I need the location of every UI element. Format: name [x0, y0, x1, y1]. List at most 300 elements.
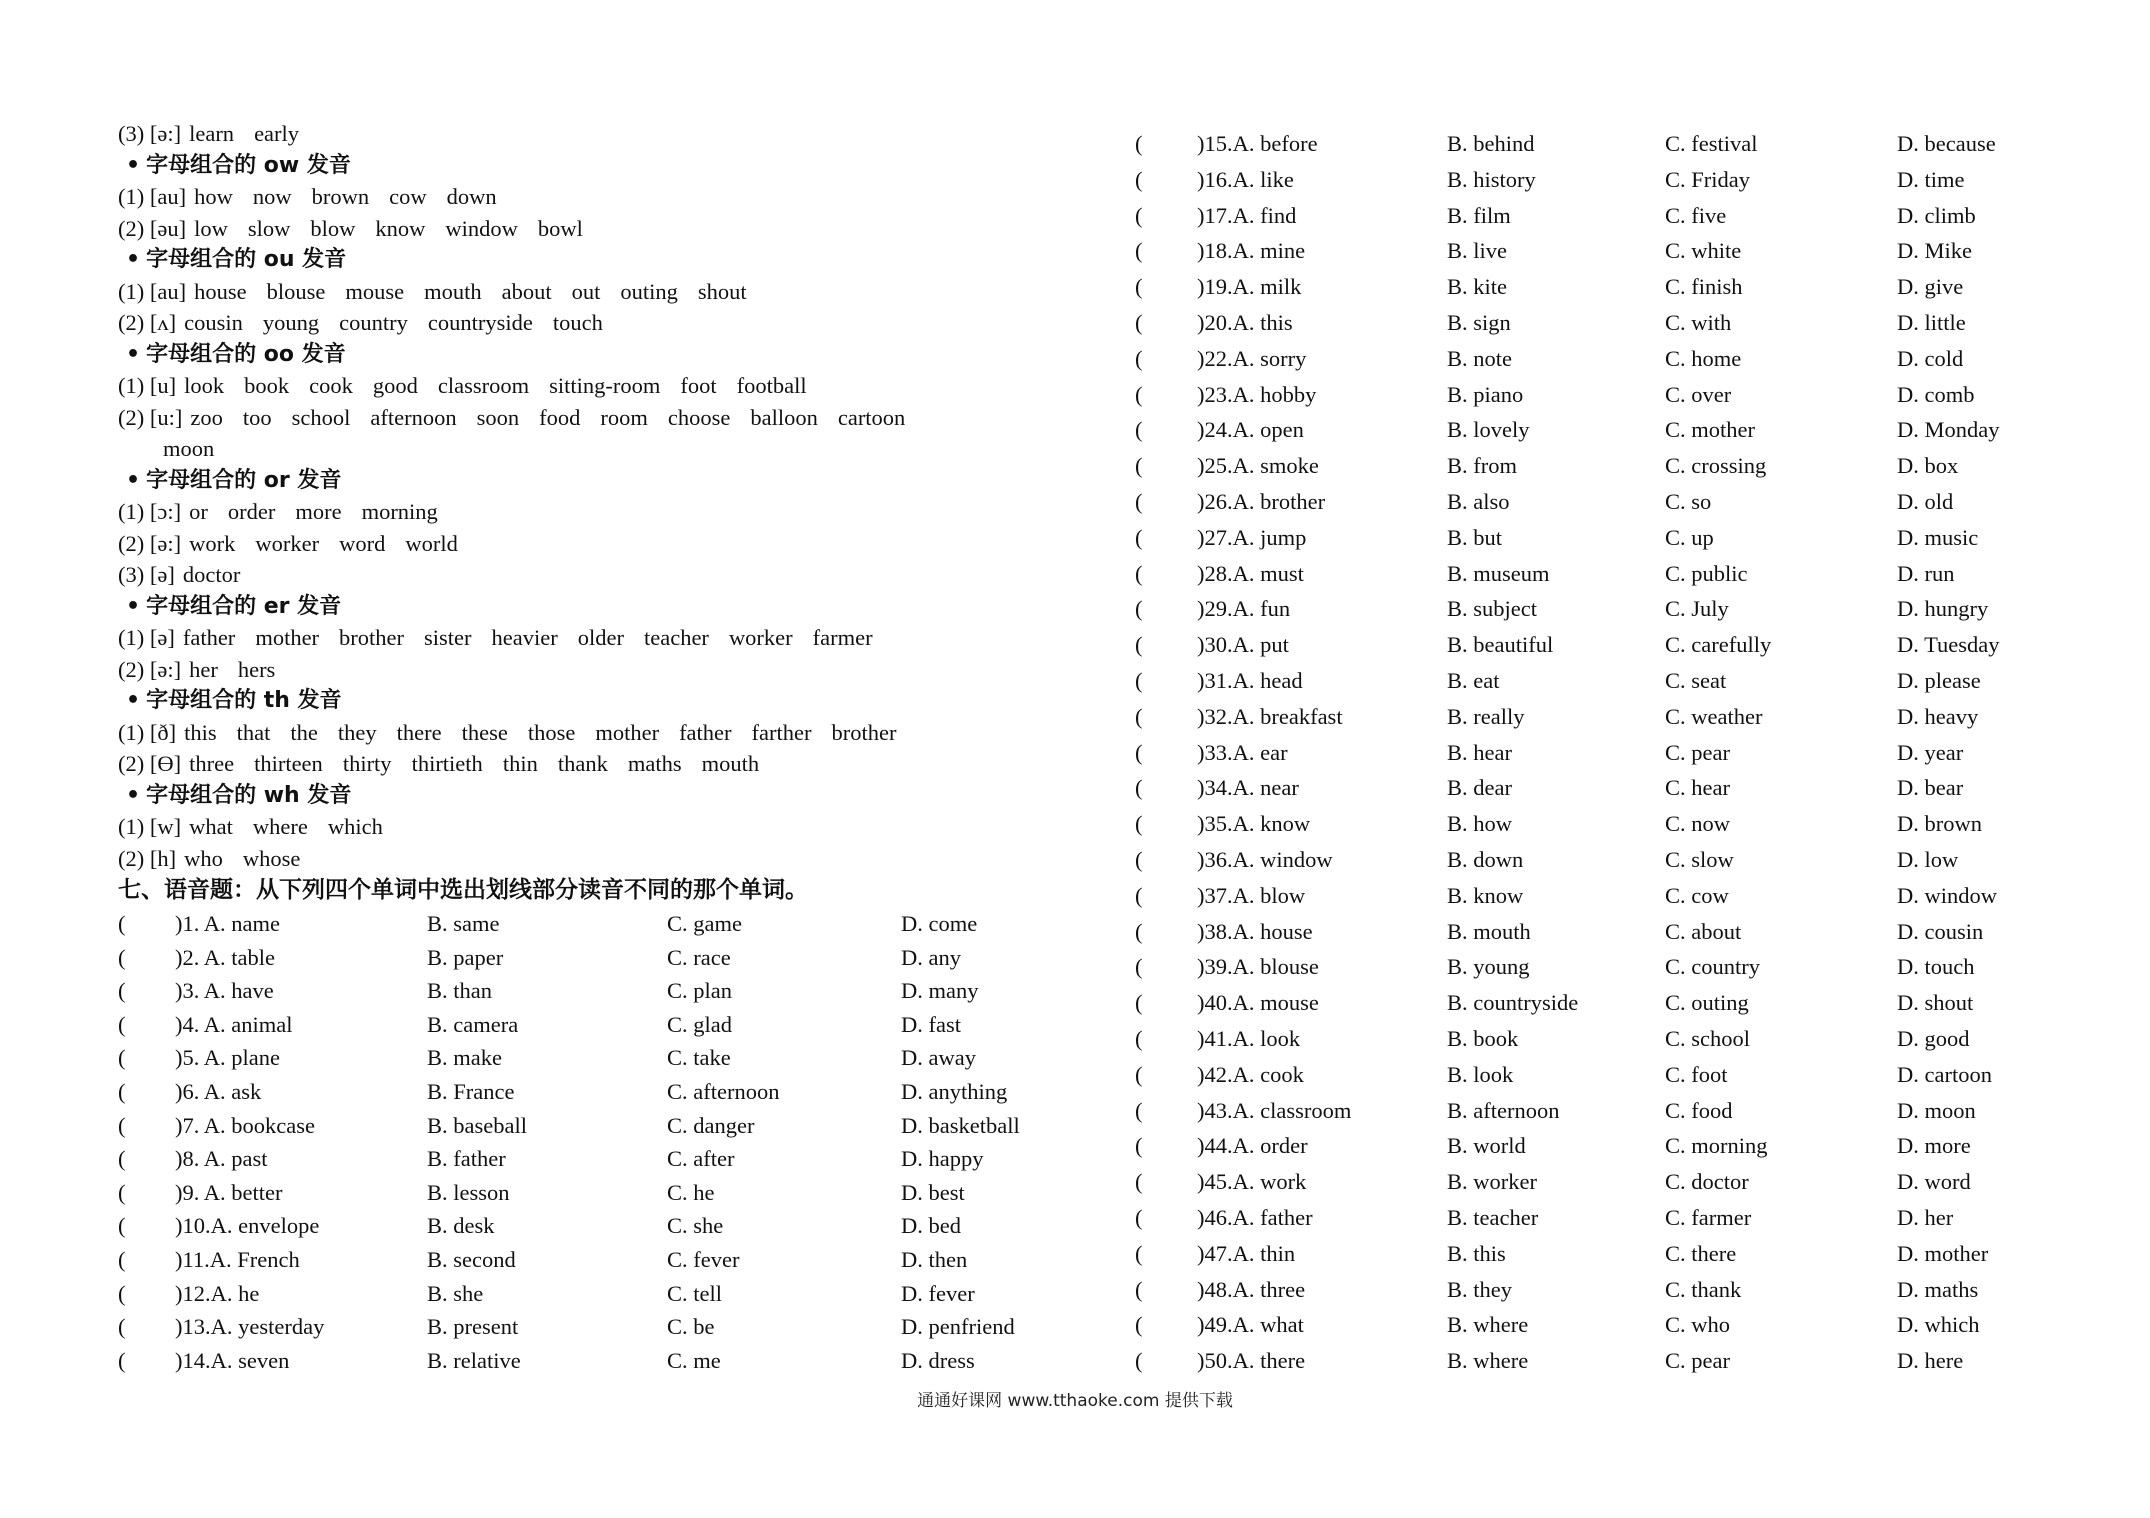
example-word: mother: [595, 719, 660, 745]
example-word: worker: [255, 530, 320, 556]
question-row: [1135, 1272, 2135, 1308]
example-word: touch: [552, 310, 603, 335]
question-row: [118, 1142, 1078, 1176]
option-d: D. mother: [1897, 1240, 1989, 1266]
option-d: D. cold: [1897, 345, 1964, 371]
answer-blank: (: [1135, 811, 1143, 837]
example-word: bowl: [537, 215, 583, 241]
question-row: [1135, 341, 2135, 377]
example-word: slow: [247, 215, 291, 241]
option-c: C. public: [1665, 560, 1748, 586]
option-d: D. which: [1897, 1312, 1980, 1338]
answer-blank: (: [1135, 274, 1143, 300]
example-word: country: [339, 310, 408, 335]
example-word: look: [184, 373, 225, 398]
answer-blank: (: [1135, 166, 1143, 192]
option-b: B. know: [1447, 882, 1524, 908]
example-word: thank: [557, 751, 608, 776]
option-a: )39.A. blouse: [1197, 954, 1319, 980]
answer-blank: (: [1135, 1240, 1143, 1266]
question-row: [118, 974, 1078, 1008]
example-word: thirtieth: [411, 751, 483, 776]
phonics-list: [118, 118, 1078, 874]
heading-text: 字母组合的 ow 发音: [146, 152, 351, 178]
question-row: [1135, 735, 2135, 771]
heading-text: 字母组合的 oo 发音: [146, 341, 346, 367]
question-row: [1135, 305, 2135, 341]
option-a: )43.A. classroom: [1197, 1097, 1352, 1123]
question-row: [1135, 914, 2135, 950]
answer-blank: (: [118, 978, 126, 1004]
option-c: C. finish: [1665, 274, 1743, 300]
option-d: D. cousin: [1897, 918, 1984, 944]
option-d: D. her: [1897, 1204, 1954, 1230]
answer-blank: (: [1135, 775, 1143, 801]
question-row: [118, 1109, 1078, 1143]
example-word: mouth: [701, 751, 760, 776]
option-b: B. than: [427, 978, 492, 1004]
example-word: moon: [163, 436, 215, 461]
option-b: B. but: [1447, 524, 1503, 550]
example-word: mouth: [424, 278, 482, 304]
option-c: C. mother: [1665, 417, 1755, 443]
question-row: [1135, 1236, 2135, 1272]
option-a: )38.A. house: [1197, 918, 1313, 944]
option-a: )37.A. blow: [1197, 882, 1306, 908]
example-word: work: [189, 530, 236, 556]
option-c: C. glad: [667, 1011, 732, 1037]
option-c: C. seat: [1665, 667, 1727, 693]
question-row: [1135, 1164, 2135, 1200]
option-b: B. look: [1447, 1061, 1514, 1087]
example-word: thirteen: [254, 751, 323, 776]
answer-blank: (: [1135, 381, 1143, 407]
option-c: C. she: [667, 1213, 724, 1239]
option-d: D. climb: [1897, 202, 1976, 228]
example-word: brother: [831, 719, 897, 745]
phonics-label: (2) [Ɵ]: [118, 751, 182, 776]
question-row: [1135, 233, 2135, 269]
answer-blank: (: [1135, 703, 1143, 729]
question-row: [118, 1310, 1078, 1344]
example-word: football: [736, 373, 807, 398]
example-word: soon: [476, 404, 520, 430]
option-d: D. many: [901, 978, 979, 1004]
phonics-heading: [118, 465, 1078, 497]
option-c: C. with: [1665, 309, 1732, 335]
answer-blank: (: [1135, 1025, 1143, 1051]
option-b: B. beautiful: [1447, 632, 1554, 658]
question-row: [118, 1209, 1078, 1243]
option-c: C. about: [1665, 918, 1742, 944]
option-c: C. take: [667, 1045, 731, 1071]
example-word: classroom: [437, 373, 530, 398]
option-a: )18.A. mine: [1197, 238, 1306, 264]
option-c: C. weather: [1665, 703, 1763, 729]
option-d: D. heavy: [1897, 703, 1979, 729]
answer-blank: (: [1135, 560, 1143, 586]
option-a: )35.A. know: [1197, 811, 1311, 837]
example-word: heavier: [491, 625, 558, 650]
example-word: more: [295, 499, 342, 524]
option-a: )29.A. fun: [1197, 596, 1291, 622]
option-a: )36.A. window: [1197, 846, 1333, 872]
option-a: )48.A. three: [1197, 1276, 1306, 1302]
option-b: B. France: [427, 1078, 515, 1104]
option-d: D. Tuesday: [1897, 632, 2000, 658]
example-word: older: [577, 625, 624, 650]
question-row: [1135, 377, 2135, 413]
right-column: [1135, 126, 2135, 1379]
option-b: B. she: [427, 1280, 484, 1306]
option-d: D. brown: [1897, 811, 1982, 837]
option-c: C. farmer: [1665, 1204, 1752, 1230]
example-word: brown: [311, 184, 370, 209]
question-row: [1135, 1128, 2135, 1164]
example-word: about: [501, 278, 552, 304]
option-b: B. second: [427, 1246, 516, 1272]
option-a: )17.A. find: [1197, 202, 1297, 228]
option-a: )3. A. have: [175, 978, 274, 1004]
option-b: B. from: [1447, 453, 1517, 479]
example-word: choose: [667, 404, 731, 430]
question-row: [118, 1176, 1078, 1210]
example-word: three: [189, 751, 235, 776]
option-d: D. comb: [1897, 381, 1975, 407]
option-a: )44.A. order: [1197, 1133, 1308, 1159]
option-a: )50.A. there: [1197, 1348, 1306, 1374]
example-word: book: [244, 373, 290, 398]
option-b: B. film: [1447, 202, 1511, 228]
heading-text: 字母组合的 wh 发音: [146, 782, 352, 808]
question-row: [1135, 1307, 2135, 1343]
phonics-label: (1) [w]: [118, 814, 182, 839]
option-d: D. come: [901, 911, 978, 936]
question-row: [1135, 1093, 2135, 1129]
question-row: [1135, 269, 2135, 305]
answer-blank: (: [1135, 1169, 1143, 1195]
example-word: farther: [751, 719, 812, 745]
option-a: )11.A. French: [175, 1246, 300, 1272]
bullet-icon: •: [126, 593, 141, 619]
answer-blank: (: [1135, 667, 1143, 693]
option-b: B. father: [427, 1146, 506, 1172]
question-list-left: [118, 907, 1078, 1377]
option-b: B. piano: [1447, 381, 1524, 407]
option-c: C. food: [1665, 1097, 1733, 1123]
option-b: B. young: [1447, 954, 1530, 980]
example-word: father: [679, 719, 732, 745]
option-c: C. who: [1665, 1312, 1731, 1338]
option-c: C. school: [1665, 1025, 1751, 1051]
option-d: D. year: [1897, 739, 1964, 765]
example-word: down: [446, 184, 497, 209]
question-row: [118, 907, 1078, 941]
option-b: B. paper: [427, 944, 504, 970]
example-word: whose: [242, 845, 301, 871]
question-row: [118, 941, 1078, 975]
option-d: D. window: [1897, 882, 1997, 908]
phonics-label: (1) [u]: [118, 373, 177, 398]
phonics-label: (1) [ɔ:]: [118, 499, 182, 524]
option-a: )22.A. sorry: [1197, 345, 1307, 371]
option-a: )15.A. before: [1197, 131, 1318, 156]
example-word: world: [405, 530, 458, 556]
answer-blank: (: [118, 944, 126, 970]
phonics-line: [118, 402, 1078, 434]
option-c: C. tell: [667, 1280, 722, 1306]
example-word: low: [194, 215, 228, 241]
option-c: C. crossing: [1665, 453, 1767, 479]
example-word: blow: [310, 215, 356, 241]
example-word: maths: [627, 751, 682, 776]
option-d: D. basketball: [901, 1112, 1020, 1138]
question-row: [1135, 162, 2135, 198]
answer-blank: (: [1135, 1348, 1143, 1374]
option-a: )10.A. envelope: [175, 1213, 320, 1239]
phonics-label: (1) [ə]: [118, 625, 175, 650]
question-row: [1135, 198, 2135, 234]
example-word: countryside: [427, 310, 533, 335]
phonics-heading: [118, 780, 1078, 812]
option-b: B. where: [1447, 1312, 1529, 1338]
example-word: shout: [697, 278, 747, 304]
option-a: )9. A. better: [175, 1179, 283, 1205]
answer-blank: (: [1135, 309, 1143, 335]
option-a: )16.A. like: [1197, 166, 1294, 192]
example-word: hers: [237, 656, 276, 682]
option-d: D. please: [1897, 667, 1981, 693]
example-word: teacher: [643, 625, 709, 650]
example-word: learn: [189, 121, 235, 146]
answer-blank: (: [118, 1213, 126, 1239]
question-row: [1135, 806, 2135, 842]
answer-blank: (: [1135, 1204, 1143, 1230]
answer-blank: (: [1135, 238, 1143, 264]
option-c: C. game: [667, 911, 742, 936]
option-d: D. here: [1897, 1348, 1964, 1374]
option-a: )25.A. smoke: [1197, 453, 1319, 479]
answer-blank: (: [1135, 417, 1143, 443]
answer-blank: (: [1135, 202, 1143, 228]
option-a: )27.A. jump: [1197, 524, 1307, 550]
option-a: )32.A. breakfast: [1197, 703, 1343, 729]
option-b: B. subject: [1447, 596, 1537, 622]
example-word: this: [184, 719, 217, 745]
heading-text: 字母组合的 er 发音: [146, 593, 342, 619]
option-c: C. cow: [1665, 882, 1729, 908]
answer-blank: (: [1135, 739, 1143, 765]
option-c: C. foot: [1665, 1061, 1728, 1087]
option-b: B. relative: [427, 1347, 521, 1373]
bullet-icon: •: [126, 467, 141, 493]
option-d: D. box: [1897, 453, 1959, 479]
option-a: )20.A. this: [1197, 309, 1293, 335]
example-word: how: [194, 184, 233, 209]
option-d: D. maths: [1897, 1276, 1979, 1302]
option-c: C. race: [667, 944, 731, 970]
option-c: C. plan: [667, 978, 732, 1004]
answer-blank: (: [1135, 131, 1143, 156]
example-word: mother: [255, 625, 320, 650]
phonics-line: [118, 181, 1078, 213]
option-c: C. hear: [1665, 775, 1730, 801]
option-c: C. festival: [1665, 131, 1758, 156]
option-a: )7. A. bookcase: [175, 1112, 315, 1138]
answer-blank: (: [118, 1011, 126, 1037]
option-d: D. old: [1897, 488, 1954, 514]
answer-blank: (: [1135, 345, 1143, 371]
phonics-line: [118, 307, 1078, 339]
phonics-line: [118, 559, 1078, 591]
phonics-label: (3) [ə]: [118, 562, 175, 587]
phonics-label: (2) [ə:]: [118, 530, 182, 556]
option-b: B. mouth: [1447, 918, 1531, 944]
option-d: D. Mike: [1897, 238, 1972, 264]
answer-blank: (: [1135, 1061, 1143, 1087]
phonics-line: [118, 118, 1078, 150]
example-word: blouse: [266, 278, 326, 304]
option-b: B. they: [1447, 1276, 1512, 1302]
option-c: C. Friday: [1665, 166, 1751, 192]
option-a: )47.A. thin: [1197, 1240, 1296, 1266]
question-row: [1135, 627, 2135, 663]
phonics-heading: [118, 339, 1078, 371]
answer-blank: (: [118, 1078, 126, 1104]
option-a: )8. A. past: [175, 1146, 268, 1172]
option-a: )4. A. animal: [175, 1011, 293, 1037]
option-c: C. me: [667, 1347, 721, 1373]
option-c: C. fever: [667, 1246, 740, 1272]
option-c: C. danger: [667, 1112, 755, 1138]
option-b: B. behind: [1447, 131, 1535, 156]
answer-blank: (: [1135, 453, 1143, 479]
option-b: B. camera: [427, 1011, 519, 1037]
option-a: )33.A. ear: [1197, 739, 1288, 765]
answer-blank: (: [1135, 596, 1143, 622]
bullet-icon: •: [126, 247, 141, 272]
example-word: where: [252, 814, 308, 839]
phonics-label: (2) [u:]: [118, 404, 183, 430]
option-a: )1. A. name: [175, 911, 280, 936]
option-b: B. kite: [1447, 274, 1507, 300]
question-row: [118, 1041, 1078, 1075]
option-d: D. fast: [901, 1011, 961, 1037]
option-a: )42.A. cook: [1197, 1061, 1304, 1087]
question-row: [118, 1277, 1078, 1311]
example-word: farmer: [812, 625, 873, 650]
bullet-icon: •: [126, 152, 141, 178]
option-c: C. pear: [1665, 739, 1730, 765]
option-c: C. white: [1665, 238, 1742, 264]
answer-blank: (: [118, 1146, 126, 1172]
example-word: which: [327, 814, 383, 839]
question-list-right: [1135, 126, 2135, 1379]
option-a: )14.A. seven: [175, 1347, 290, 1373]
example-word: zoo: [190, 404, 223, 430]
option-c: C. there: [1665, 1240, 1737, 1266]
phonics-line: [118, 654, 1078, 686]
example-word: there: [396, 719, 442, 745]
example-word: brother: [339, 625, 405, 650]
example-word: who: [184, 845, 223, 871]
left-column: [118, 118, 1078, 1377]
example-word: cow: [389, 184, 427, 209]
option-b: B. history: [1447, 166, 1536, 192]
answer-blank: (: [118, 911, 126, 936]
option-d: D. give: [1897, 274, 1964, 300]
answer-blank: (: [118, 1179, 126, 1205]
question-row: [1135, 126, 2135, 162]
option-a: )31.A. head: [1197, 667, 1303, 693]
option-c: C. July: [1665, 596, 1729, 622]
option-c: C. thank: [1665, 1276, 1742, 1302]
option-a: )5. A. plane: [175, 1045, 280, 1071]
option-d: D. because: [1897, 131, 1996, 156]
question-row: [1135, 591, 2135, 627]
option-c: C. five: [1665, 202, 1727, 228]
option-d: D. good: [1897, 1025, 1970, 1051]
option-b: B. dear: [1447, 775, 1512, 801]
option-b: B. countryside: [1447, 990, 1579, 1016]
phonics-label: (1) [au]: [118, 184, 187, 209]
example-word: morning: [361, 499, 438, 524]
example-word: father: [182, 625, 236, 650]
example-word: outing: [620, 278, 678, 304]
question-row: [118, 1243, 1078, 1277]
option-d: D. penfriend: [901, 1314, 1015, 1340]
heading-text: 字母组合的 th 发音: [146, 688, 342, 713]
option-a: )49.A. what: [1197, 1312, 1304, 1338]
phonics-line: [118, 496, 1078, 528]
answer-blank: (: [1135, 990, 1143, 1016]
heading-text: 字母组合的 ou 发音: [146, 247, 347, 272]
option-d: D. Monday: [1897, 417, 2000, 443]
phonics-label: (1) [au]: [118, 278, 187, 304]
example-word: what: [189, 814, 233, 839]
option-b: B. live: [1447, 238, 1507, 264]
option-b: B. eat: [1447, 667, 1500, 693]
option-c: C. be: [667, 1314, 715, 1340]
option-a: )13.A. yesterday: [175, 1314, 325, 1340]
answer-blank: (: [118, 1314, 126, 1340]
question-row: [1135, 520, 2135, 556]
option-b: B. lovely: [1447, 417, 1530, 443]
example-word: her: [189, 656, 218, 682]
phonics-line: [118, 433, 1078, 465]
answer-blank: (: [1135, 488, 1143, 514]
option-b: B. world: [1447, 1133, 1526, 1159]
option-d: D. shout: [1897, 990, 1974, 1016]
option-c: C. over: [1665, 381, 1732, 407]
answer-blank: (: [1135, 1276, 1143, 1302]
question-row: [1135, 985, 2135, 1021]
option-c: C. doctor: [1665, 1169, 1749, 1195]
example-word: house: [194, 278, 247, 304]
option-d: D. fever: [901, 1280, 975, 1306]
question-row: [1135, 878, 2135, 914]
answer-blank: (: [118, 1347, 126, 1373]
phonics-line: [118, 622, 1078, 654]
question-row: [118, 1008, 1078, 1042]
example-word: school: [291, 404, 351, 430]
option-c: C. so: [1665, 488, 1712, 514]
question-row: [1135, 448, 2135, 484]
example-word: they: [337, 719, 377, 745]
option-c: C. up: [1665, 524, 1714, 550]
answer-blank: (: [1135, 882, 1143, 908]
option-d: D. anything: [901, 1078, 1008, 1104]
